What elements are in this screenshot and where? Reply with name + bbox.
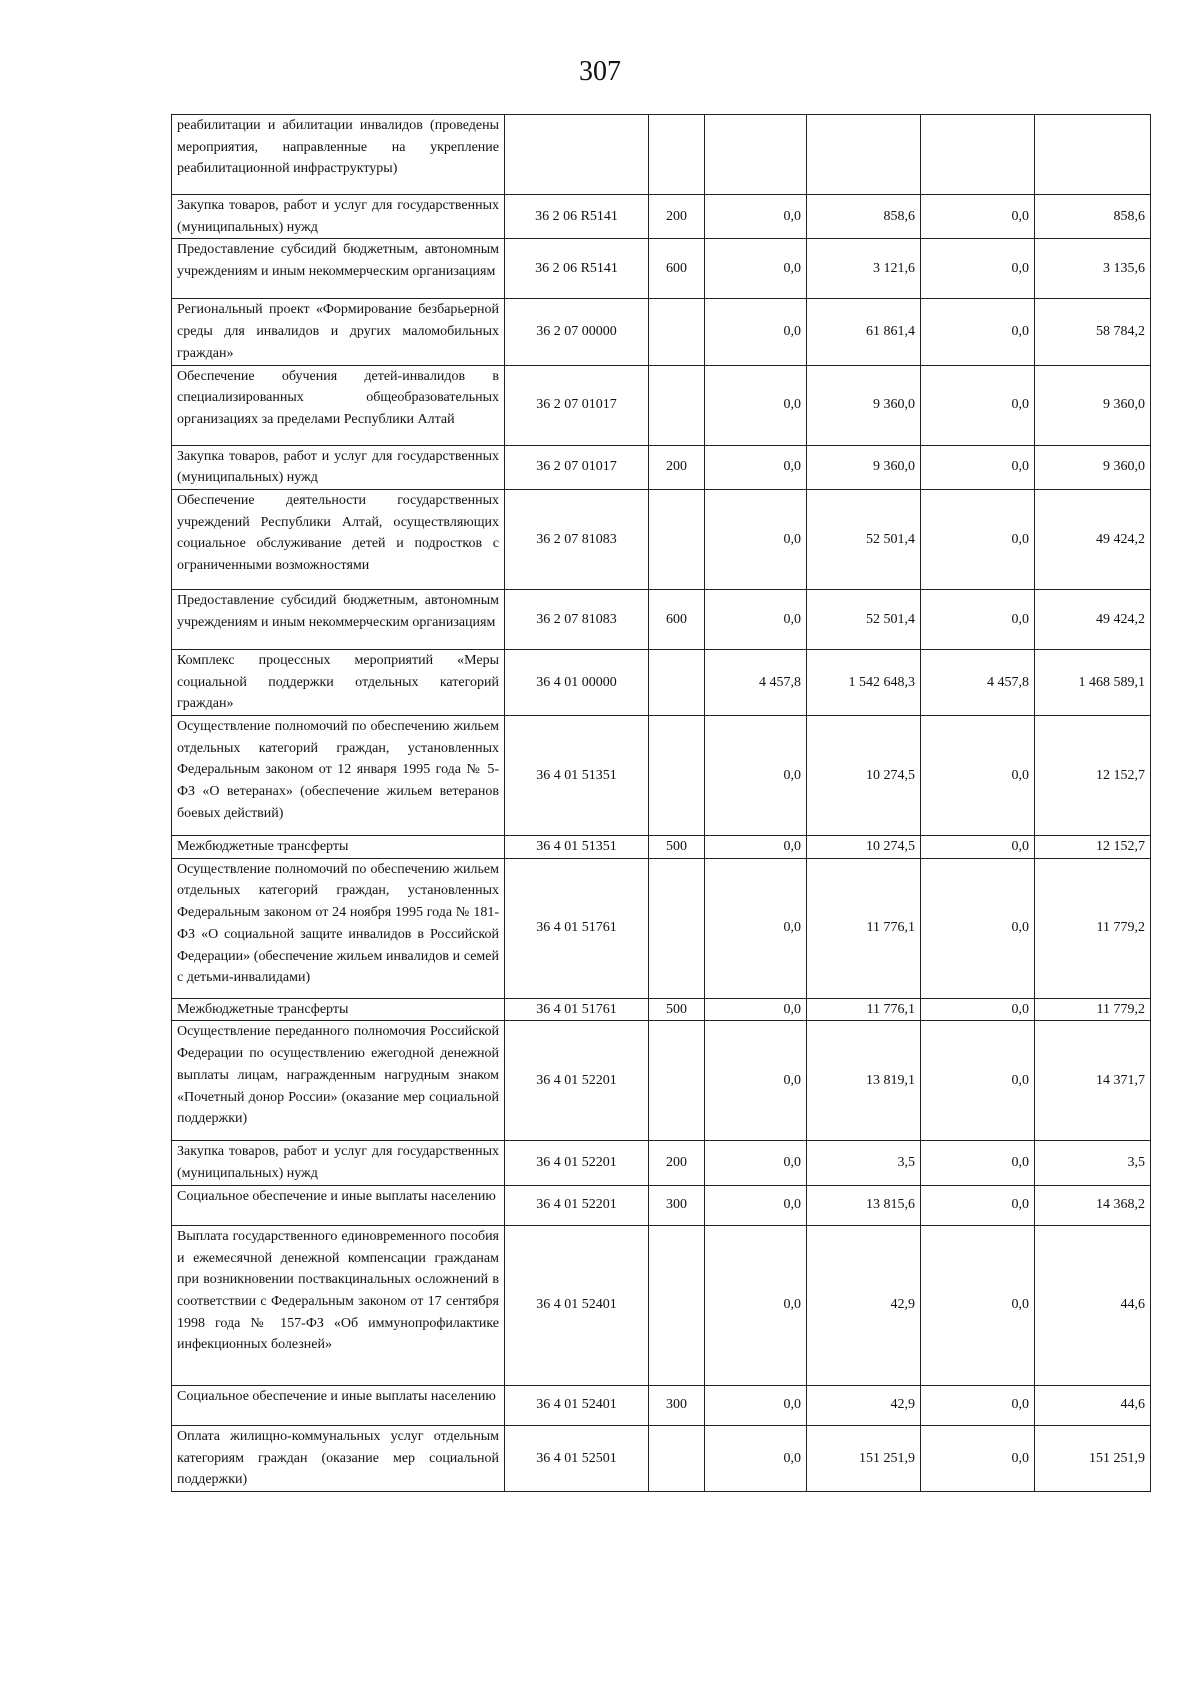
item-name-cell: Предоставление субсидий бюджетным, автономным учреждениям и иным некоммерческим организациям xyxy=(172,589,505,649)
amount-col-3-cell: 0,0 xyxy=(921,195,1035,239)
amount-col-2-cell: 42,9 xyxy=(807,1385,921,1425)
table-row xyxy=(172,1425,1151,1491)
amount-col-3-cell: 0,0 xyxy=(921,1021,1035,1141)
item-name-cell: Межбюджетные трансферты xyxy=(172,998,505,1021)
item-name-cell: Осуществление полномочий по обеспечению жильем отдельных категорий граждан, установленных Федеральным законом от 24 ноября 1995 года № 181-ФЗ «О социальной защите инвалидов в Российской Федерации» (обеспечение жильем инвалидов и семей с детьми-инвалидами) xyxy=(172,858,505,998)
item-name-cell: Обеспечение обучения детей-инвалидов в специализированных общеобразовательных организациях за пределами Республики Алтай xyxy=(172,365,505,445)
table-row xyxy=(172,589,1151,649)
amount-col-1-cell: 0,0 xyxy=(705,836,807,859)
table-row xyxy=(172,649,1151,715)
amount-col-4-cell: 44,6 xyxy=(1035,1385,1151,1425)
amount-col-2-cell: 52 501,4 xyxy=(807,589,921,649)
amount-col-1-cell: 0,0 xyxy=(705,1141,807,1185)
expense-type-cell xyxy=(649,858,705,998)
amount-col-1-cell: 0,0 xyxy=(705,589,807,649)
amount-col-1-cell: 0,0 xyxy=(705,1225,807,1385)
amount-col-2-cell: 10 274,5 xyxy=(807,836,921,859)
expense-type-cell: 200 xyxy=(649,445,705,489)
amount-col-2-cell: 3,5 xyxy=(807,1141,921,1185)
expense-type-cell: 600 xyxy=(649,589,705,649)
table-row xyxy=(172,195,1151,239)
amount-col-4-cell: 151 251,9 xyxy=(1035,1425,1151,1491)
table-body xyxy=(172,115,1151,1492)
amount-col-4-cell: 3,5 xyxy=(1035,1141,1151,1185)
item-name-cell: Выплата государственного единовременного пособия и ежемесячной денежной компенсации гражданам при возникновении поствакцинальных осложнений в соответствии с Федеральным законом от 17 сентября 1998 года № 157-ФЗ «Об иммунопрофилактике инфекционных болезней» xyxy=(172,1225,505,1385)
target-code-cell: 36 2 07 01017 xyxy=(505,445,649,489)
amount-col-3-cell: 0,0 xyxy=(921,1185,1035,1225)
amount-col-3-cell: 0,0 xyxy=(921,858,1035,998)
amount-col-3-cell: 0,0 xyxy=(921,1385,1035,1425)
table-row xyxy=(172,1185,1151,1225)
amount-col-1-cell: 0,0 xyxy=(705,1185,807,1225)
amount-col-2-cell: 3 121,6 xyxy=(807,239,921,299)
amount-col-2-cell: 52 501,4 xyxy=(807,489,921,589)
amount-col-1-cell: 0,0 xyxy=(705,445,807,489)
table-row xyxy=(172,489,1151,589)
amount-col-3-cell: 0,0 xyxy=(921,589,1035,649)
amount-col-2-cell: 10 274,5 xyxy=(807,716,921,836)
item-name-cell: Межбюджетные трансферты xyxy=(172,836,505,859)
amount-col-4-cell: 12 152,7 xyxy=(1035,716,1151,836)
expense-type-cell xyxy=(649,716,705,836)
amount-col-4-cell: 14 368,2 xyxy=(1035,1185,1151,1225)
item-name-cell: Социальное обеспечение и иные выплаты населению xyxy=(172,1385,505,1425)
table-row xyxy=(172,998,1151,1021)
amount-col-2-cell: 13 815,6 xyxy=(807,1185,921,1225)
amount-col-3-cell: 0,0 xyxy=(921,489,1035,589)
amount-col-1-cell: 0,0 xyxy=(705,1425,807,1491)
amount-col-1-cell: 0,0 xyxy=(705,1021,807,1141)
target-code-cell: 36 2 07 00000 xyxy=(505,299,649,365)
amount-col-1-cell: 0,0 xyxy=(705,365,807,445)
target-code-cell: 36 4 01 51351 xyxy=(505,836,649,859)
target-code-cell: 36 2 06 R5141 xyxy=(505,239,649,299)
amount-col-2-cell: 1 542 648,3 xyxy=(807,649,921,715)
table-row xyxy=(172,365,1151,445)
amount-col-3-cell: 0,0 xyxy=(921,1141,1035,1185)
expense-type-cell xyxy=(649,299,705,365)
amount-col-2-cell xyxy=(807,115,921,195)
amount-col-4-cell: 858,6 xyxy=(1035,195,1151,239)
item-name-cell: Комплекс процессных мероприятий «Меры социальной поддержки отдельных категорий граждан» xyxy=(172,649,505,715)
table-row xyxy=(172,1385,1151,1425)
item-name-cell: реабилитации и абилитации инвалидов (проведены мероприятия, направленные на укрепление реабилитационной инфраструктуры) xyxy=(172,115,505,195)
target-code-cell: 36 4 01 51761 xyxy=(505,858,649,998)
amount-col-3-cell: 0,0 xyxy=(921,365,1035,445)
target-code-cell: 36 2 07 01017 xyxy=(505,365,649,445)
item-name-cell: Закупка товаров, работ и услуг для государственных (муниципальных) нужд xyxy=(172,1141,505,1185)
table-row xyxy=(172,445,1151,489)
table-row xyxy=(172,299,1151,365)
table-row xyxy=(172,115,1151,195)
target-code-cell: 36 4 01 52401 xyxy=(505,1225,649,1385)
expense-type-cell: 500 xyxy=(649,998,705,1021)
table-row xyxy=(172,1225,1151,1385)
table-row xyxy=(172,836,1151,859)
amount-col-4-cell: 12 152,7 xyxy=(1035,836,1151,859)
amount-col-3-cell: 0,0 xyxy=(921,716,1035,836)
amount-col-4-cell: 9 360,0 xyxy=(1035,445,1151,489)
target-code-cell: 36 4 01 51351 xyxy=(505,716,649,836)
expense-type-cell: 300 xyxy=(649,1185,705,1225)
amount-col-1-cell xyxy=(705,115,807,195)
item-name-cell: Обеспечение деятельности государственных учреждений Республики Алтай, осуществляющих социальное обслуживание детей и подростков с ограниченными возможностями xyxy=(172,489,505,589)
amount-col-3-cell: 4 457,8 xyxy=(921,649,1035,715)
table-row xyxy=(172,239,1151,299)
table-row xyxy=(172,716,1151,836)
amount-col-4-cell: 11 779,2 xyxy=(1035,998,1151,1021)
item-name-cell: Социальное обеспечение и иные выплаты населению xyxy=(172,1185,505,1225)
amount-col-2-cell: 13 819,1 xyxy=(807,1021,921,1141)
target-code-cell: 36 4 01 52201 xyxy=(505,1021,649,1141)
item-name-cell: Региональный проект «Формирование безбарьерной среды для инвалидов и других маломобильных граждан» xyxy=(172,299,505,365)
amount-col-3-cell: 0,0 xyxy=(921,998,1035,1021)
target-code-cell: 36 2 07 81083 xyxy=(505,589,649,649)
amount-col-4-cell: 14 371,7 xyxy=(1035,1021,1151,1141)
expense-type-cell xyxy=(649,489,705,589)
amount-col-2-cell: 11 776,1 xyxy=(807,858,921,998)
expense-type-cell: 200 xyxy=(649,195,705,239)
expense-type-cell: 500 xyxy=(649,836,705,859)
amount-col-4-cell: 58 784,2 xyxy=(1035,299,1151,365)
amount-col-2-cell: 9 360,0 xyxy=(807,365,921,445)
target-code-cell: 36 4 01 00000 xyxy=(505,649,649,715)
amount-col-3-cell: 0,0 xyxy=(921,239,1035,299)
target-code-cell xyxy=(505,115,649,195)
amount-col-2-cell: 151 251,9 xyxy=(807,1425,921,1491)
expense-type-cell xyxy=(649,365,705,445)
amount-col-1-cell: 0,0 xyxy=(705,858,807,998)
amount-col-1-cell: 4 457,8 xyxy=(705,649,807,715)
target-code-cell: 36 2 07 81083 xyxy=(505,489,649,589)
expense-type-cell xyxy=(649,1021,705,1141)
item-name-cell: Предоставление субсидий бюджетным, автономным учреждениям и иным некоммерческим организациям xyxy=(172,239,505,299)
amount-col-1-cell: 0,0 xyxy=(705,998,807,1021)
item-name-cell: Осуществление полномочий по обеспечению жильем отдельных категорий граждан, установленных Федеральным законом от 12 января 1995 года № 5-ФЗ «О ветеранах» (обеспечение жильем ветеранов боевых действий) xyxy=(172,716,505,836)
expense-type-cell xyxy=(649,1225,705,1385)
amount-col-4-cell: 3 135,6 xyxy=(1035,239,1151,299)
page-number: 307 xyxy=(579,56,621,87)
amount-col-1-cell: 0,0 xyxy=(705,239,807,299)
amount-col-4-cell: 49 424,2 xyxy=(1035,589,1151,649)
amount-col-3-cell: 0,0 xyxy=(921,836,1035,859)
item-name-cell: Оплата жилищно-коммунальных услуг отдельным категориям граждан (оказание мер социальной поддержки) xyxy=(172,1425,505,1491)
target-code-cell: 36 4 01 52501 xyxy=(505,1425,649,1491)
amount-col-1-cell: 0,0 xyxy=(705,195,807,239)
amount-col-2-cell: 42,9 xyxy=(807,1225,921,1385)
expense-type-cell: 600 xyxy=(649,239,705,299)
expense-type-cell xyxy=(649,1425,705,1491)
amount-col-2-cell: 11 776,1 xyxy=(807,998,921,1021)
target-code-cell: 36 4 01 52201 xyxy=(505,1141,649,1185)
expense-type-cell: 200 xyxy=(649,1141,705,1185)
amount-col-2-cell: 61 861,4 xyxy=(807,299,921,365)
target-code-cell: 36 2 06 R5141 xyxy=(505,195,649,239)
expense-type-cell: 300 xyxy=(649,1385,705,1425)
amount-col-1-cell: 0,0 xyxy=(705,299,807,365)
amount-col-3-cell: 0,0 xyxy=(921,445,1035,489)
amount-col-4-cell: 9 360,0 xyxy=(1035,365,1151,445)
target-code-cell: 36 4 01 51761 xyxy=(505,998,649,1021)
budget-table xyxy=(171,114,1151,1492)
table-row xyxy=(172,1021,1151,1141)
table-row xyxy=(172,858,1151,998)
expense-type-cell xyxy=(649,649,705,715)
target-code-cell: 36 4 01 52201 xyxy=(505,1185,649,1225)
amount-col-2-cell: 858,6 xyxy=(807,195,921,239)
item-name-cell: Осуществление переданного полномочия Российской Федерации по осуществлению ежегодной денежной выплаты лицам, награжденным нагрудным знаком «Почетный донор России» (оказание мер социальной поддержки) xyxy=(172,1021,505,1141)
amount-col-3-cell xyxy=(921,115,1035,195)
table-row xyxy=(172,1141,1151,1185)
amount-col-4-cell: 49 424,2 xyxy=(1035,489,1151,589)
amount-col-4-cell: 1 468 589,1 xyxy=(1035,649,1151,715)
amount-col-1-cell: 0,0 xyxy=(705,716,807,836)
amount-col-1-cell: 0,0 xyxy=(705,489,807,589)
item-name-cell: Закупка товаров, работ и услуг для государственных (муниципальных) нужд xyxy=(172,445,505,489)
amount-col-2-cell: 9 360,0 xyxy=(807,445,921,489)
expense-type-cell xyxy=(649,115,705,195)
target-code-cell: 36 4 01 52401 xyxy=(505,1385,649,1425)
amount-col-4-cell: 11 779,2 xyxy=(1035,858,1151,998)
amount-col-4-cell xyxy=(1035,115,1151,195)
amount-col-3-cell: 0,0 xyxy=(921,1425,1035,1491)
amount-col-3-cell: 0,0 xyxy=(921,299,1035,365)
item-name-cell: Закупка товаров, работ и услуг для государственных (муниципальных) нужд xyxy=(172,195,505,239)
amount-col-3-cell: 0,0 xyxy=(921,1225,1035,1385)
amount-col-4-cell: 44,6 xyxy=(1035,1225,1151,1385)
amount-col-1-cell: 0,0 xyxy=(705,1385,807,1425)
